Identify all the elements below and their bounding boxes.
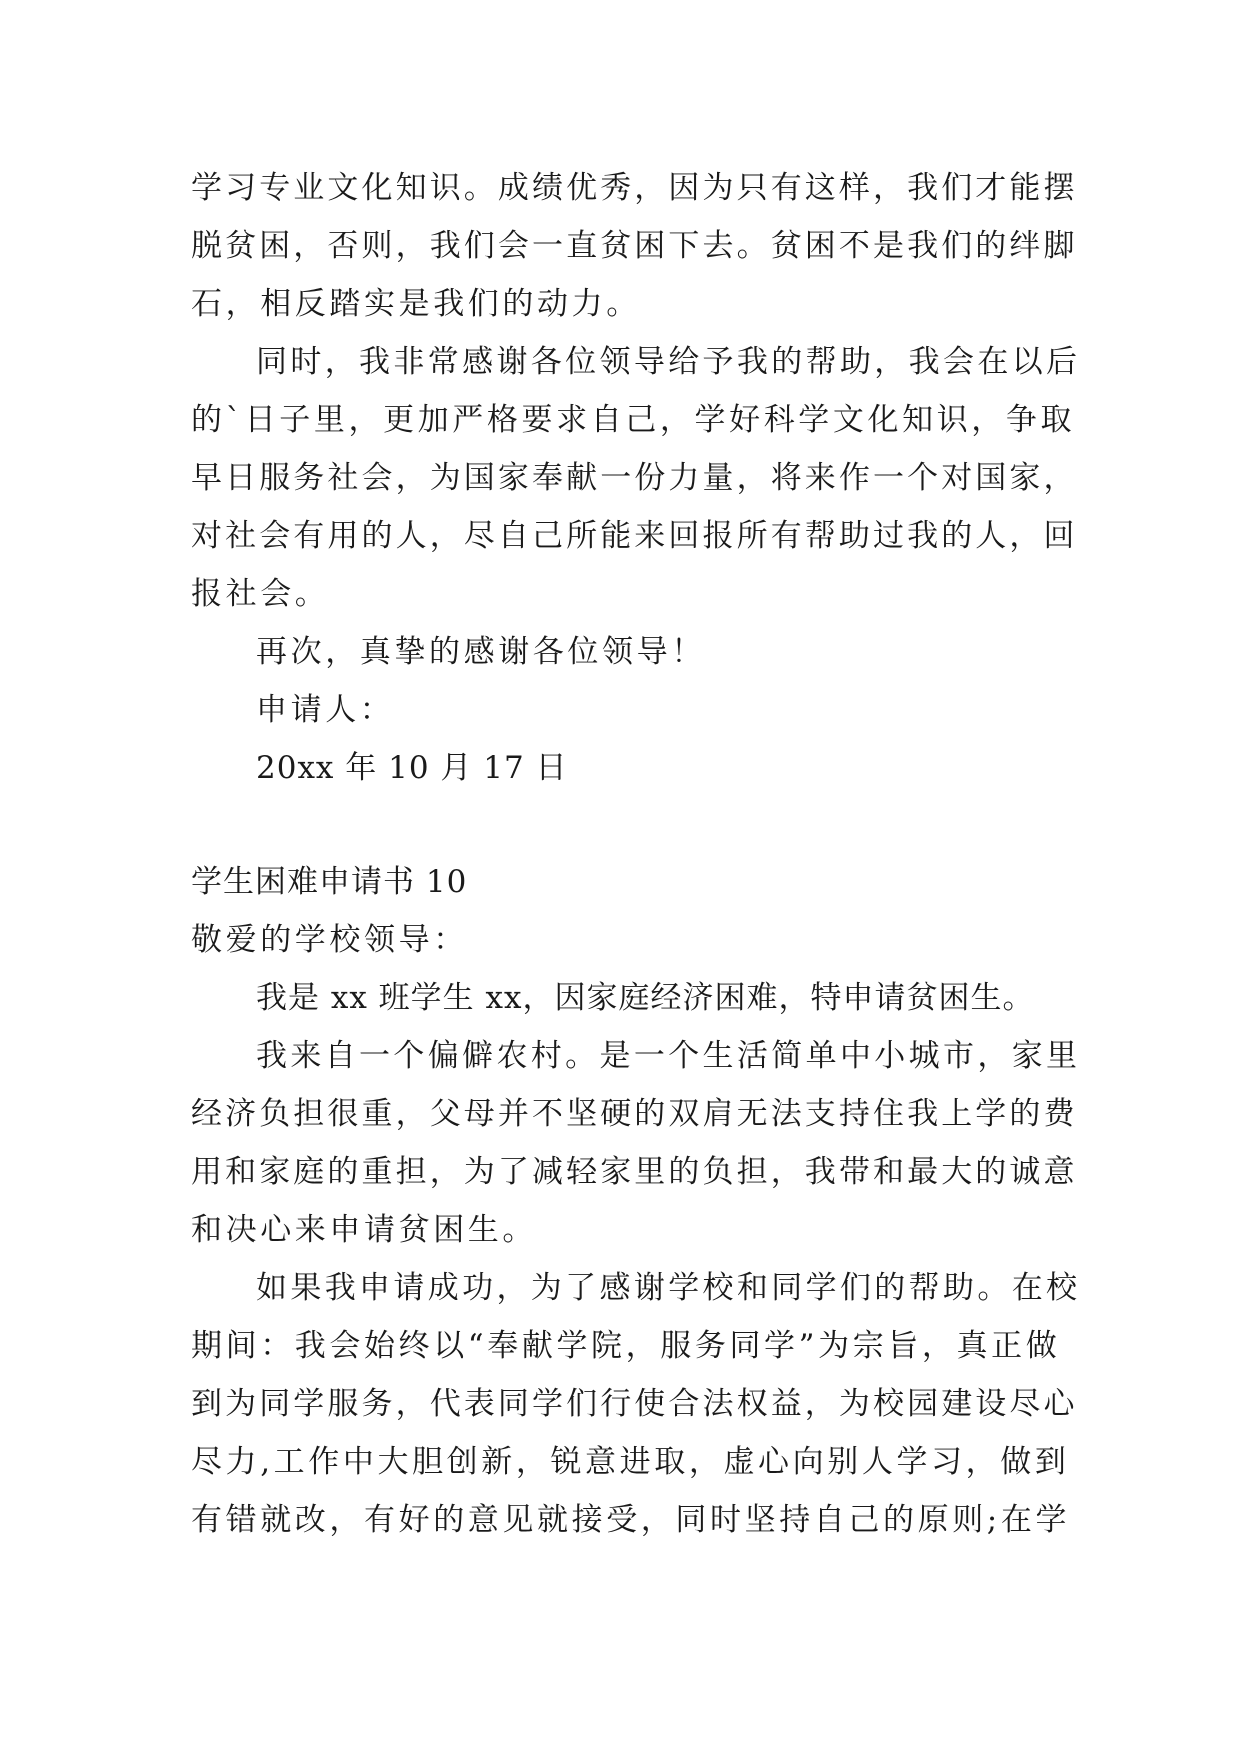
paragraph-line: 我来自一个偏僻农村。是一个生活简单中小城市，家里	[256, 1038, 1081, 1074]
paragraph-line: 石，相反踏实是我们的动力。	[191, 286, 641, 322]
paragraph-line: 期间：我会始终以“奉献学院，服务同学”为宗旨，真正做	[191, 1328, 1061, 1364]
paragraph-line: 的`日子里，更加严格要求自己，学好科学文化知识，争取	[191, 402, 1076, 438]
paragraph-line: 同时，我非常感谢各位领导给予我的帮助，我会在以后	[256, 344, 1081, 380]
paragraph-line: 我是 xx 班学生 xx，因家庭经济困难，特申请贫困生。	[256, 980, 1035, 1016]
paragraph-line: 报社会。	[191, 576, 330, 612]
paragraph-line: 和决心来申请贫困生。	[191, 1212, 537, 1248]
closing-thanks: 再次，真挚的感谢各位领导！	[256, 634, 706, 670]
paragraph-line: 尽力,工作中大胆创新，锐意进取，虚心向别人学习，做到	[191, 1444, 1070, 1480]
paragraph-line: 脱贫困，否则，我们会一直贫困下去。贫困不是我们的绊脚	[191, 228, 1078, 264]
paragraph-line: 对社会有用的人，尽自己所能来回报所有帮助过我的人，回	[191, 518, 1078, 554]
date-line: 20xx 年 10 月 17 日	[256, 750, 568, 786]
section-title: 学生困难申请书 10	[191, 864, 468, 900]
paragraph-line: 有错就改，有好的意见就接受，同时坚持自己的原则;在学	[191, 1502, 1071, 1538]
applicant-label: 申请人：	[256, 692, 395, 728]
paragraph-line: 到为同学服务，代表同学们行使合法权益，为校园建设尽心	[191, 1386, 1078, 1422]
paragraph-line: 学习专业文化知识。成绩优秀，因为只有这样，我们才能摆	[191, 170, 1078, 206]
paragraph-line: 经济负担很重，父母并不坚硬的双肩无法支持住我上学的费	[191, 1096, 1078, 1132]
paragraph-line: 如果我申请成功，为了感谢学校和同学们的帮助。在校	[256, 1270, 1081, 1306]
paragraph-line: 用和家庭的重担，为了减轻家里的负担，我带和最大的诚意	[191, 1154, 1078, 1190]
paragraph-line: 早日服务社会，为国家奉献一份力量，将来作一个对国家，	[191, 460, 1078, 496]
salutation: 敬爱的学校领导：	[191, 922, 468, 958]
